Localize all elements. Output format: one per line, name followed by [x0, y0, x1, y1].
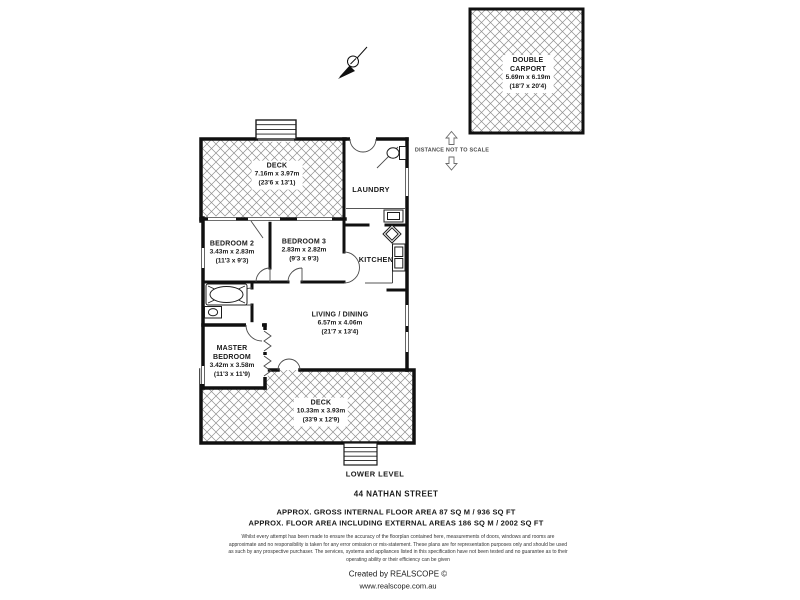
deck-stairs-icon — [344, 443, 377, 465]
gross-area-line: APPROX. GROSS INTERNAL FLOOR AREA 87 SQ M / 936 SQ FT — [276, 507, 516, 517]
wc-icon — [205, 307, 222, 319]
entry-steps-icon — [256, 120, 296, 139]
created-by: Created by REALSCOPE © — [348, 569, 448, 579]
kitchen-label: KITCHEN — [358, 255, 394, 265]
bathtub-icon — [206, 284, 247, 305]
deck-lower-label: DECK 10.33m x 3.93m (33'9 x 12'9) — [294, 398, 348, 427]
living-dining-label: LIVING / DINING 6.57m x 4.06m (21'7 x 13'4) — [311, 311, 369, 336]
master-bedroom-label: MASTER BEDROOM 3.42m x 3.58m (11'3 x 11'9) — [209, 345, 255, 379]
toilet-icon — [387, 147, 406, 160]
compass-icon — [338, 47, 367, 79]
distance-note: DISTANCE NOT TO SCALE — [414, 147, 490, 154]
website-url: www.realscope.com.au — [359, 581, 437, 591]
bedroom2-label: BEDROOM 2 3.43m x 2.83m (11'3 x 9'3) — [209, 240, 255, 265]
bedroom3-label: BEDROOM 3 2.83m x 2.82m (9'3 x 9'3) — [281, 238, 327, 263]
carport-label: DOUBLE CARPORT 5.69m x 6.19m (18'7 x 20'4) — [503, 55, 554, 93]
deck-top-label: DECK 7.16m x 3.97m (23'6 x 13'1) — [252, 161, 303, 190]
level-label: LOWER LEVEL — [345, 469, 405, 479]
address: 44 NATHAN STREET — [353, 489, 439, 499]
laundry-label: LAUNDRY — [352, 185, 390, 195]
external-area-line: APPROX. FLOOR AREA INCLUDING EXTERNAL AREAS 186 SQ M / 2002 SQ FT — [248, 518, 544, 528]
disclaimer-text: Whilst every attempt has been made to ensure the accuracy of the floorplan contained here, measurements of doors, windows and rooms are approximate and no responsibility is taken for any error omission or mis-statement. These plans are for representation purposes only and should be used as such by any prospective purchaser. The services, systems and appliances listed in this specification have not been tested and no guarantee as to their operating ability or their efficiency can be given — [228, 534, 568, 563]
